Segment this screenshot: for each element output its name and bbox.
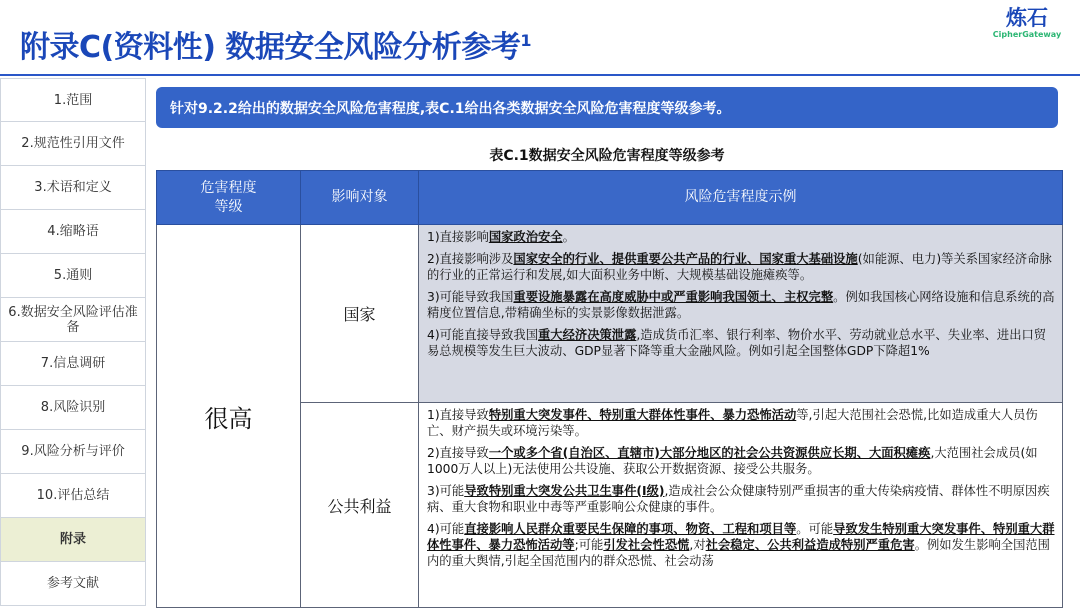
example-text: ;可能 — [574, 538, 604, 552]
examples-cell-public — [419, 403, 1063, 608]
sidebar-item[interactable]: 5.通则 — [0, 254, 146, 298]
example-item — [427, 483, 1058, 515]
example-emphasis: 导致特别重大突发公共卫生事件(Ⅰ级) — [464, 484, 665, 498]
example-emphasis: 国家政治安全 — [488, 230, 563, 244]
table-header-row — [157, 171, 1063, 225]
sidebar-item[interactable]: 1.范围 — [0, 78, 146, 122]
sidebar-item[interactable]: 2.规范性引用文件 — [0, 122, 146, 166]
sidebar-item[interactable]: 9.风险分析与评价 — [0, 430, 146, 474]
examples-cell-national — [419, 225, 1063, 403]
sidebar-item[interactable]: 附录 — [0, 518, 146, 562]
example-emphasis: 国家安全的行业、提供重要公共产品的行业、国家重大基础设施 — [513, 252, 858, 266]
header-level-line: 等级 — [214, 198, 243, 215]
example-text: (如能源、电力)等关系国家经济命脉的行业的正常运行和发展,如大面积业务中断、大规模基础设施瘫痪等。 — [427, 252, 1052, 282]
example-text: 3)可能 — [427, 484, 465, 498]
sidebar-item[interactable]: 7.信息调研 — [0, 342, 146, 386]
target-cell-public: 公共利益 — [301, 403, 419, 608]
title-footnote-mark: 1 — [520, 31, 532, 50]
example-emphasis: 社会稳定、公共利益造成特别严重危害 — [705, 538, 915, 552]
example-text: ,造成社会公众健康特别严重损害的重大传染病疫情、群体性不明原因疾病、重大食物和职业中毒等严重影响公众健康的事件。 — [427, 484, 1050, 514]
title-divider — [0, 74, 1080, 76]
page-title: 附录C(资料性) 数据安全风险分析参考$^1$ — [20, 30, 532, 65]
example-item — [427, 289, 1058, 321]
risk-level-table — [156, 170, 1063, 608]
example-item — [427, 229, 1058, 245]
sidebar-item[interactable]: 8.风险识别 — [0, 386, 146, 430]
example-text: 4)可能直接导致我国 — [427, 328, 538, 342]
example-item — [427, 327, 1058, 359]
company-logo — [992, 6, 1062, 42]
sidebar-item[interactable]: 4.缩略语 — [0, 210, 146, 254]
example-item — [427, 251, 1058, 283]
target-cell-national: 国家 — [301, 225, 419, 403]
example-text: 3)可能导致我国 — [427, 290, 514, 304]
sidebar-item[interactable]: 10.评估总结 — [0, 474, 146, 518]
column-header-example: 风险危害程度示例 — [419, 171, 1063, 225]
example-emphasis: 导致发生特别重大突发事件、特别重大群体性事件、暴力恐怖活动等 — [427, 522, 1055, 552]
example-text: 1)直接影响 — [427, 230, 489, 244]
column-header-target: 影响对象 — [301, 171, 419, 225]
example-text: 2)直接导致 — [427, 446, 489, 460]
example-emphasis: 一个或多个省(自治区、直辖市)大部分地区的社会公共资源供应长期、大面积瘫痪 — [488, 446, 931, 460]
column-header-level — [157, 171, 301, 225]
example-item — [427, 445, 1058, 477]
example-text: 。例如发生影响全国范围内的重大舆情,引起全国范围内的群众恐慌、社会动荡 — [427, 538, 1050, 568]
logo-en-text: CipherGateway — [992, 30, 1062, 39]
example-text: 。可能 — [796, 522, 834, 536]
example-text: ,造成货币汇率、银行利率、物价水平、劳动就业总水平、失业率、进出口贸易总规模等发生巨大波动、GDP显著下降等重大金融风险。例如引起全国整体GDP下降超1% — [427, 328, 1047, 358]
example-emphasis: 重要设施暴露在高度威胁中或严重影响我国领土、主权完整 — [513, 290, 834, 304]
example-text: ,对 — [689, 538, 706, 552]
example-item — [427, 407, 1058, 439]
sidebar-item[interactable]: 参考文献 — [0, 562, 146, 606]
table-caption: 表C.1数据安全风险危害程度等级参考 — [489, 148, 725, 164]
example-emphasis: 引发社会性恐慌 — [603, 538, 690, 552]
intro-banner: 针对9.2.2给出的数据安全风险危害程度,表C.1给出各类数据安全风险危害程度等级参考。 — [156, 87, 1058, 128]
sidebar-nav — [0, 78, 146, 608]
example-text: 。例如我国核心网络设施和信息系统的高精度位置信息,带精确坐标的实景影像数据泄露。 — [427, 290, 1055, 320]
example-emphasis: 重大经济决策泄露 — [538, 328, 637, 342]
example-text: 4)可能 — [427, 522, 465, 536]
example-text: 1)直接导致 — [427, 408, 489, 422]
sidebar-item[interactable]: 6.数据安全风险评估准备 — [0, 298, 146, 342]
example-item — [427, 521, 1058, 569]
example-text: ,大范围社会成员(如1000万人以上)无法使用公共设施、获取公开数据资源、接受公共服务。 — [427, 446, 1038, 476]
example-emphasis: 特别重大突发事件、特别重大群体性事件、暴力恐怖活动 — [488, 408, 797, 422]
level-cell: 很高 — [157, 225, 301, 608]
sidebar-item[interactable]: 3.术语和定义 — [0, 166, 146, 210]
example-emphasis: 直接影响人民群众重要民生保障的事项、物资、工程和项目等 — [464, 522, 797, 536]
table-row — [157, 225, 1063, 403]
header-level-line: 危害程度 — [200, 179, 257, 196]
logo-cn-text: 炼石 — [1006, 6, 1048, 30]
example-text: 2)直接影响涉及 — [427, 252, 514, 266]
example-text: 等,引起大范围社会恐慌,比如造成重大人员伤亡、财产损失或环境污染等。 — [427, 408, 1038, 438]
example-text: 。 — [562, 230, 575, 244]
